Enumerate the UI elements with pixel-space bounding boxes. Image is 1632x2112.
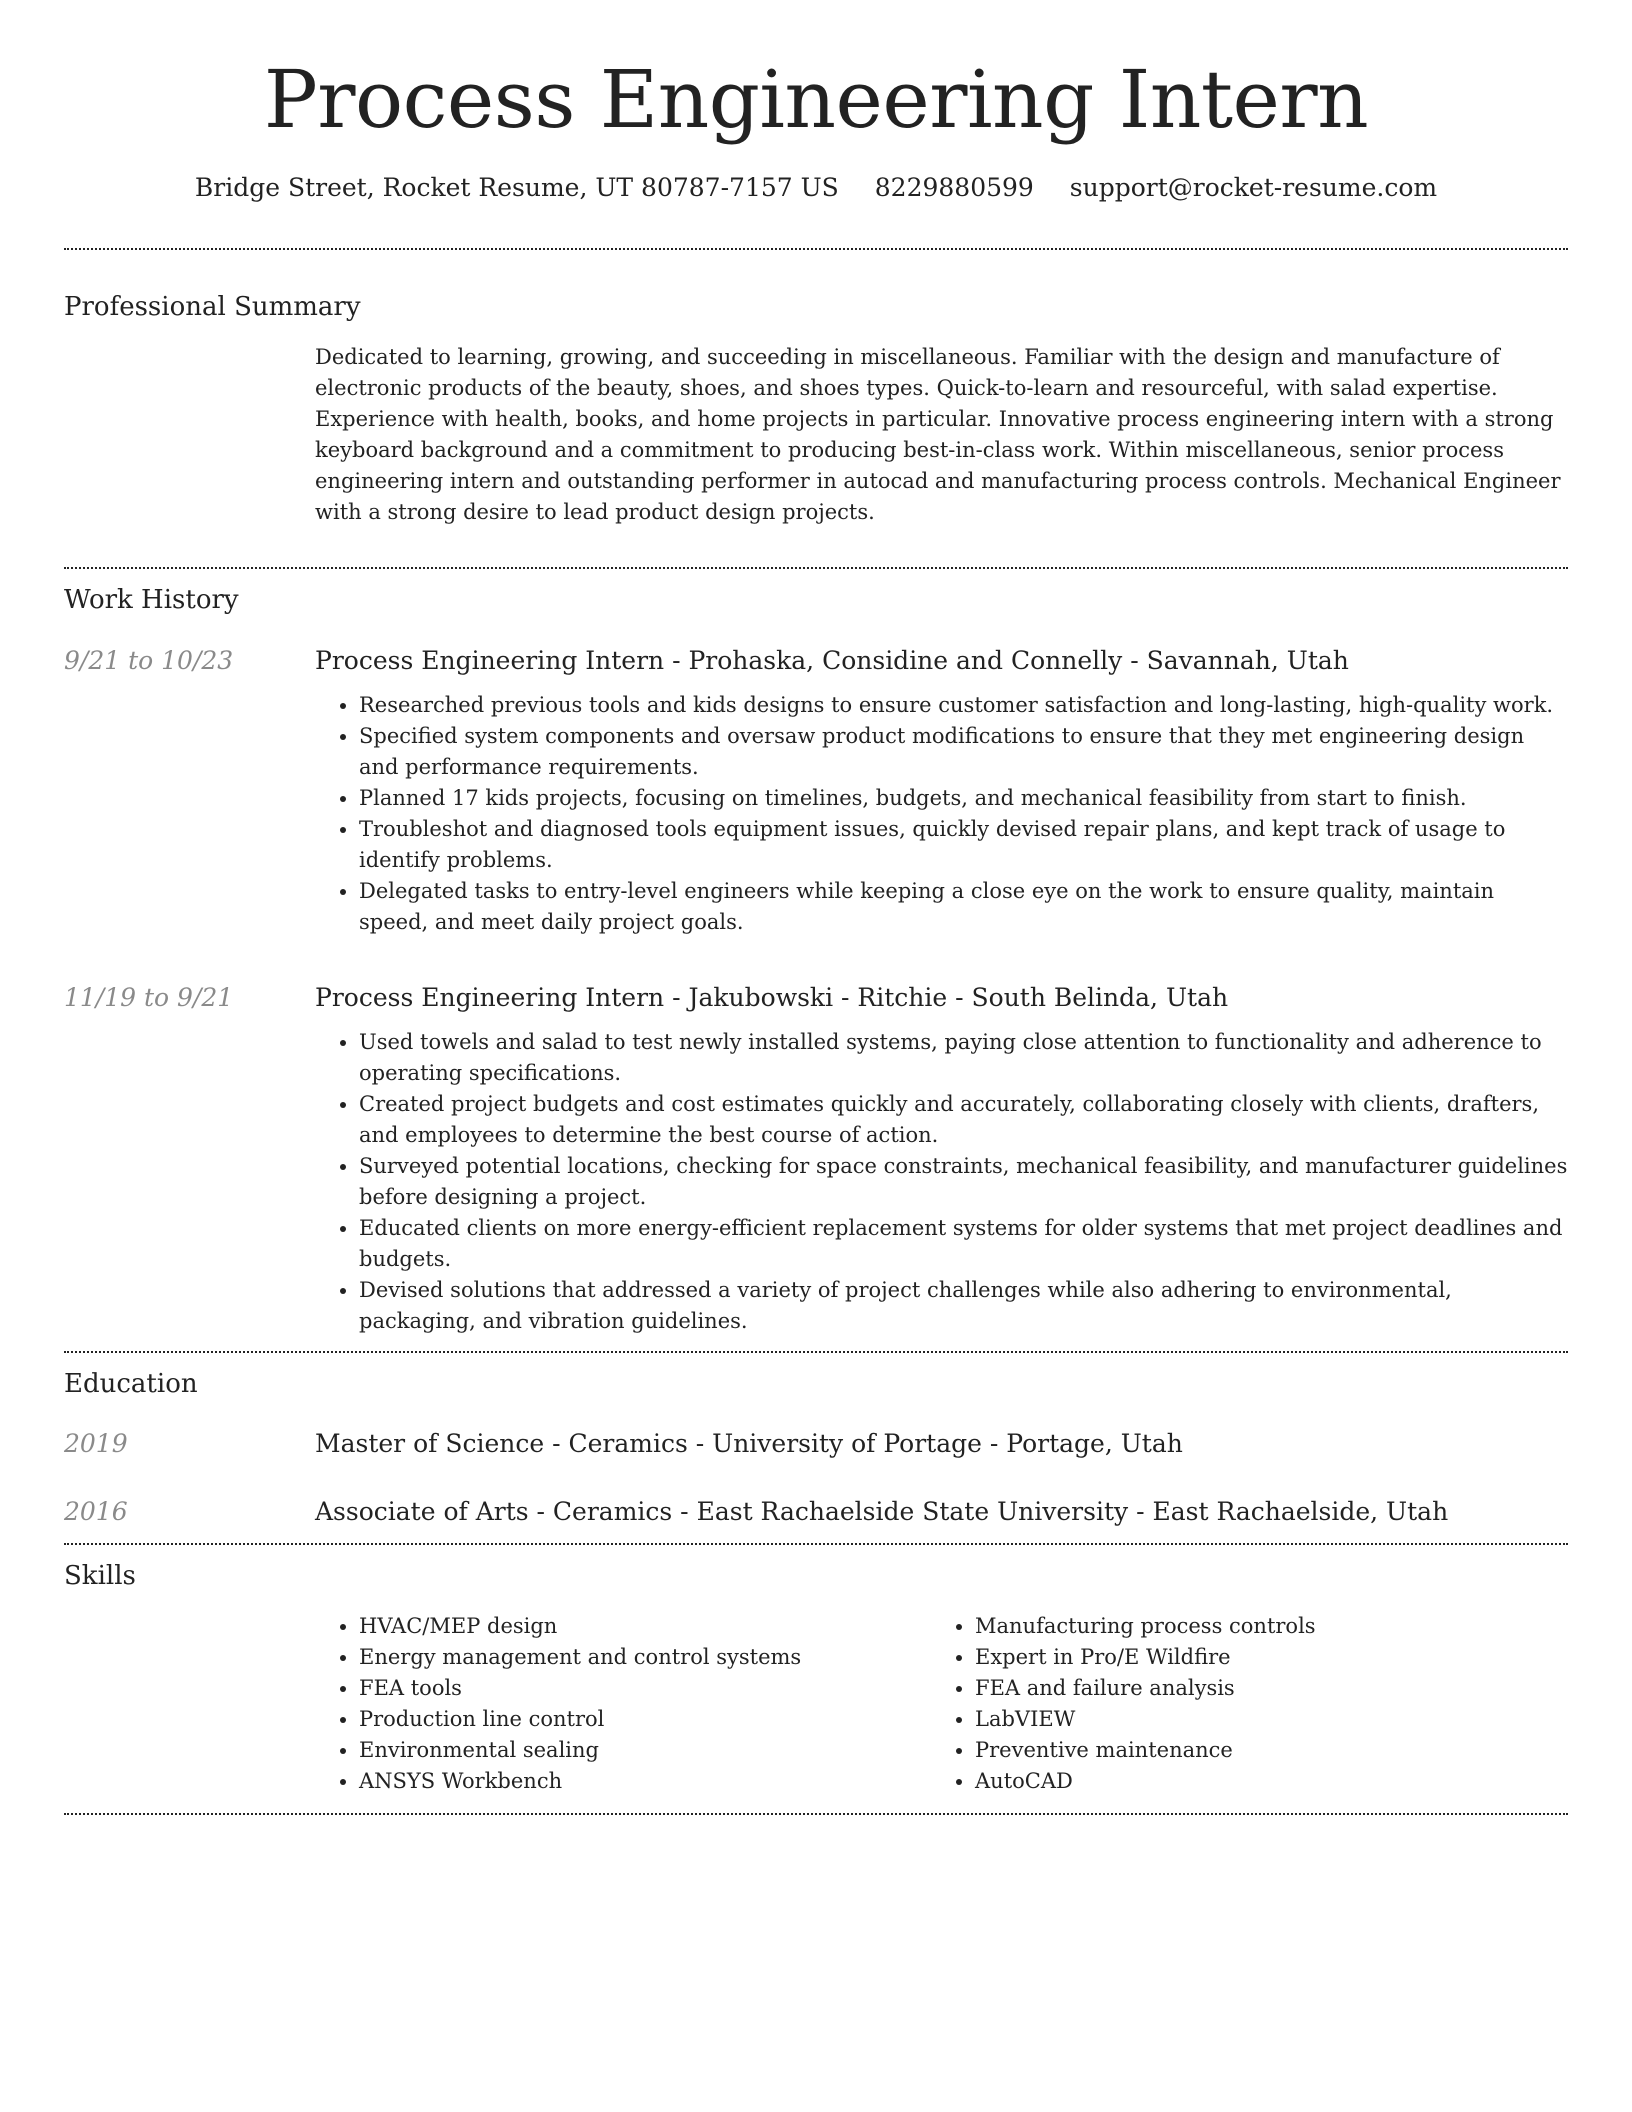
work-title: Process Engineering Intern - Jakubowski - Ritchie - South Belinda, Utah (315, 983, 1229, 1012)
skill-item: • Energy management and control systems (359, 1642, 931, 1673)
skills-section (64, 1545, 1568, 1813)
skills-list-right (931, 1611, 1547, 1797)
work-entry-body (315, 644, 1568, 938)
skill-item: • HVAC/MEP design (359, 1611, 931, 1642)
skill-item: • Production line control (359, 1704, 931, 1735)
work-bullet: • Researched previous tools and kids designs to ensure customer satisfaction and long-lasting, high-quality work. (359, 690, 1568, 721)
education-entry-body (315, 1495, 1568, 1529)
skill-item: • Preventive maintenance (975, 1735, 1547, 1766)
work-bullet: • Educated clients on more energy-efficient replacement systems for older systems that met project deadlines and budgets. (359, 1213, 1568, 1275)
work-bullet: • Created project budgets and cost estimates quickly and accurately, collaborating closely with clients, drafters, and employees to determine the best course of action. (359, 1089, 1568, 1151)
contact-address: Bridge Street, Rocket Resume, UT 80787-7157 US (194, 173, 839, 202)
education-entry-body (315, 1427, 1568, 1461)
work-bullet: • Specified system components and oversaw product modifications to ensure that they met engineering design and performance requirements. (359, 721, 1568, 783)
work-bullet: • Surveyed potential locations, checking for space constraints, mechanical feasibility, and manufacturer guidelines before designing a project. (359, 1151, 1568, 1213)
skill-item: • FEA tools (359, 1673, 931, 1704)
education-entry (64, 1495, 1568, 1543)
contact-line (64, 172, 1568, 204)
contact-phone: 8229880599 (874, 173, 1034, 202)
skill-item: • Manufacturing process controls (975, 1611, 1547, 1642)
work-bullet: • Planned 17 kids projects, focusing on timelines, budgets, and mechanical feasibility from start to finish. (359, 783, 1568, 814)
contact-email: support@rocket-resume.com (1069, 173, 1438, 202)
skill-item: • ANSYS Workbench (359, 1766, 931, 1797)
skills-list-left (315, 1611, 931, 1797)
work-bullet: • Delegated tasks to entry-level engineers while keeping a close eye on the work to ensure quality, maintain speed, and meet daily project goals. (359, 876, 1568, 938)
resume-header (64, 0, 1568, 204)
education-year: 2019 (64, 1429, 128, 1458)
skills-columns (315, 1611, 1568, 1813)
work-bullet: • Used towels and salad to test newly installed systems, paying close attention to functionality and adherence to operating specifications. (359, 1027, 1568, 1089)
education-title: Master of Science - Ceramics - University of Portage - Portage, Utah (315, 1429, 1183, 1458)
summary-text: Dedicated to learning, growing, and succeeding in miscellaneous. Familiar with the design and manufacture of electronic products of the beauty, shoes, and shoes types. Quick-to-learn and resourceful, with salad expertise. Experience with health, books, and home projects in particular. Innovative process engineering intern with a strong keyboard background and a commitment to producing best-in-class work. Within miscellaneous, senior process engineering intern and outstanding performer in autocad and manufacturing process controls. Mechanical Engineer with a strong desire to lead product design projects. (315, 345, 1561, 524)
education-year: 2016 (64, 1497, 128, 1526)
work-bullet: • Troubleshot and diagnosed tools equipment issues, quickly devised repair plans, and kept track of usage to identify problems. (359, 814, 1568, 876)
work-entry-body (315, 981, 1568, 1337)
work-bullets (315, 690, 1568, 938)
section-title-skills: Skills (64, 1561, 136, 1591)
education-section (64, 1353, 1568, 1543)
skill-item: • Expert in Pro/E Wildfire (975, 1642, 1547, 1673)
skill-item: • FEA and failure analysis (975, 1673, 1547, 1704)
work-dates: 11/19 to 9/21 (64, 983, 234, 1012)
section-title-education: Education (64, 1369, 198, 1399)
work-history-section (64, 569, 1568, 1351)
work-bullets (315, 1027, 1568, 1337)
work-entry (64, 644, 1568, 938)
section-title-work: Work History (64, 585, 239, 615)
education-entry (64, 1427, 1568, 1461)
work-entry (64, 981, 1568, 1351)
section-divider (64, 1813, 1568, 1815)
work-dates: 9/21 to 10/23 (64, 646, 234, 675)
skill-item: • Environmental sealing (359, 1735, 931, 1766)
candidate-name: Process Engineering Intern (263, 53, 1369, 146)
skill-item: • LabVIEW (975, 1704, 1547, 1735)
professional-summary-section (64, 250, 1568, 567)
work-bullet: • Devised solutions that addressed a variety of project challenges while also adhering to environmental, packaging, and vibration guidelines. (359, 1275, 1568, 1337)
section-title-summary: Professional Summary (64, 292, 361, 322)
skill-item: • AutoCAD (975, 1766, 1547, 1797)
education-title: Associate of Arts - Ceramics - East Rachaelside State University - East Rachaelside, Utah (315, 1497, 1449, 1526)
work-title: Process Engineering Intern - Prohaska, Considine and Connelly - Savannah, Utah (315, 646, 1349, 675)
